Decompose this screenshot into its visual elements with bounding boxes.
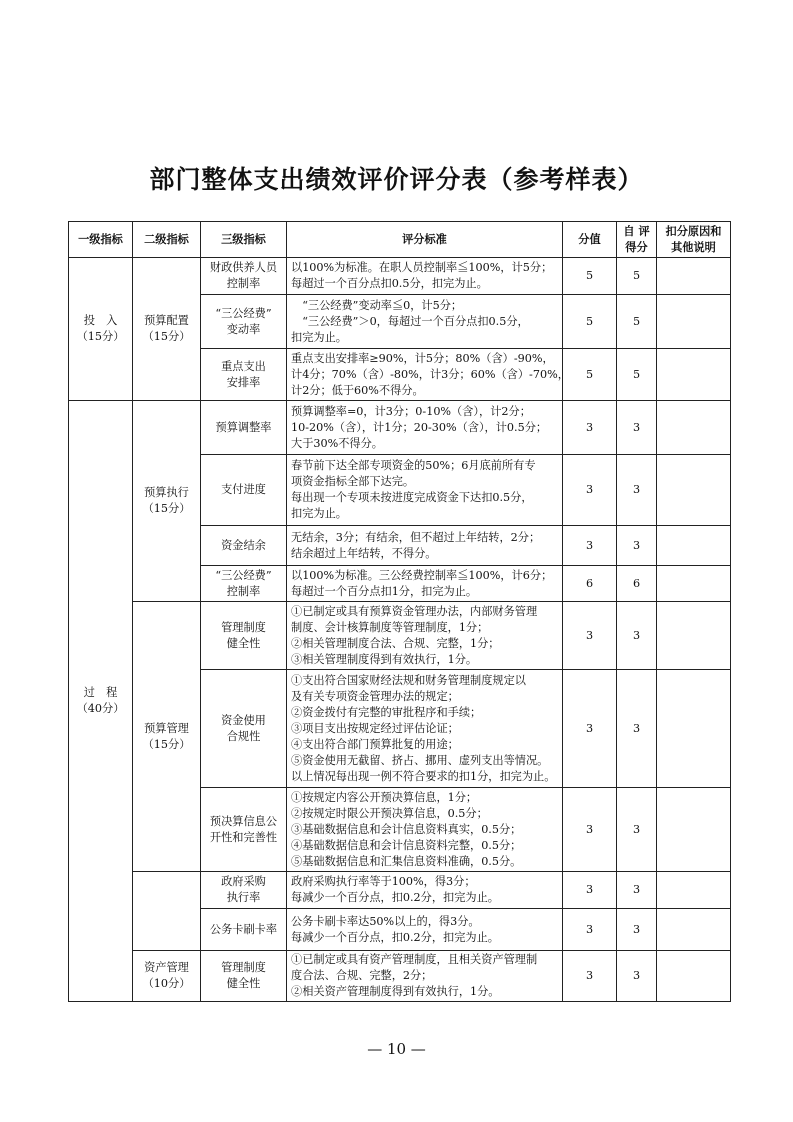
- criteria-line: 重点支出安排率≥90%，计5分；80%（含）-90%，: [291, 351, 554, 365]
- self-score-cell: 6: [617, 566, 657, 602]
- level3-label-line: 支付进度: [221, 483, 266, 496]
- self-score-cell: 5: [617, 258, 657, 295]
- level3-label-line: 执行率: [226, 891, 261, 904]
- header-self-score: 自 评 得分: [617, 222, 657, 258]
- header-level1: 一级指标: [69, 222, 133, 258]
- level3-label-line: 重点支出: [221, 359, 266, 373]
- criteria-line: ②资金拨付有完整的审批程序和手续；: [291, 705, 482, 719]
- level3-label-line: 健全性: [226, 977, 261, 990]
- deduction-notes-cell: [657, 909, 731, 951]
- deduction-notes-cell: [657, 349, 731, 401]
- score-cell: 3: [563, 602, 617, 670]
- header-level2: 二级指标: [133, 222, 201, 258]
- criteria-line: 结余超过上年结转，不得分。: [291, 546, 437, 560]
- criteria-line: ⑤基础数据信息和汇集信息资料准确，0.5分。: [291, 854, 522, 868]
- criteria-line: “三公经费”变动率≦0，计5分；: [291, 298, 463, 312]
- evaluation-score-table: [68, 221, 731, 1002]
- level3-label-line: 变动率: [226, 322, 261, 336]
- self-score-cell: 3: [617, 455, 657, 526]
- level1-process: 过 程 （40分）: [69, 401, 133, 1002]
- page-number: — 10 —: [367, 1040, 426, 1058]
- level3-indicator: [201, 566, 287, 602]
- table-row: [69, 401, 731, 455]
- level3-label-line: 财政供养人员: [209, 261, 278, 274]
- deduction-notes-cell: [657, 951, 731, 1002]
- criteria-line: 大于30%不得分。: [291, 436, 383, 450]
- self-score-cell: 3: [617, 401, 657, 455]
- criteria-line: ②按规定时限公开预决算信息，0.5分；: [291, 806, 488, 820]
- level3-label-line: 资金使用: [221, 713, 266, 727]
- criteria-line: 以上情况每出现一例不符合要求的扣1分，扣完为止。: [291, 769, 556, 783]
- self-score-cell: 3: [617, 670, 657, 788]
- criteria-line: ③基础数据信息和会计信息资料真实，0.5分；: [291, 822, 522, 836]
- level3-label-line: 安排率: [226, 375, 261, 389]
- criteria-line: 每减少一个百分点，扣0.2分，扣完为止。: [291, 891, 499, 904]
- level3-label-line: 管理制度: [221, 961, 266, 974]
- level3-label-line: 预决算信息公: [209, 814, 278, 828]
- deduction-notes-cell: [657, 401, 731, 455]
- level2-budget-execution: 预算执行 （15分）: [133, 401, 201, 602]
- deduction-notes-cell: [657, 455, 731, 526]
- level3-indicator: [201, 349, 287, 401]
- criteria-line: 计2分；低于60%不得分。: [291, 383, 424, 397]
- level3-label-line: 管理制度: [221, 620, 266, 634]
- criteria-line: 扣完为止。: [291, 330, 347, 344]
- level3-label-line: 控制率: [226, 277, 261, 290]
- deduction-notes-cell: [657, 602, 731, 670]
- criteria-line: 预算调整率=0，计3分；0-10%（含），计2分；: [291, 404, 531, 418]
- level2-asset-management: 资产管理 （10分）: [133, 951, 201, 1002]
- score-cell: 3: [563, 872, 617, 909]
- deduction-notes-cell: [657, 258, 731, 295]
- table-row: [69, 602, 731, 670]
- criteria-line: 项资金指标全部下达完。: [291, 475, 415, 488]
- self-score-cell: 5: [617, 349, 657, 401]
- criteria-cell: [287, 401, 563, 455]
- criteria-line: ②相关管理制度合法、合规、完整，1分；: [291, 636, 500, 650]
- score-cell: 3: [563, 670, 617, 788]
- score-cell: 6: [563, 566, 617, 602]
- table-row: [69, 258, 731, 295]
- score-cell: 5: [563, 349, 617, 401]
- criteria-cell: [287, 566, 563, 602]
- level3-label-line: 控制率: [226, 584, 261, 598]
- page-title: 部门整体支出绩效评价评分表（参考样表）: [149, 165, 644, 194]
- level3-label-line: “三公经费”: [215, 568, 272, 582]
- header-score: 分值: [563, 222, 617, 258]
- score-cell: 3: [563, 455, 617, 526]
- level3-indicator: [201, 602, 287, 670]
- deduction-notes-cell: [657, 788, 731, 872]
- criteria-line: 以100%为标准。在职人员控制率≦100%，计5分；: [291, 261, 553, 274]
- self-score-cell: 3: [617, 872, 657, 909]
- deduction-notes-cell: [657, 526, 731, 566]
- criteria-cell: [287, 349, 569, 401]
- level3-indicator: [201, 951, 287, 1002]
- level3-indicator: [201, 258, 287, 295]
- table-row: [69, 872, 731, 909]
- level3-label-line: 合规性: [226, 729, 261, 743]
- criteria-line: 制度、会计核算制度等管理制度，1分；: [291, 620, 489, 634]
- criteria-line: ④基础数据信息和会计信息资料完整，0.5分；: [291, 838, 522, 852]
- level3-indicator: [201, 909, 287, 951]
- criteria-line: ③项目支出按规定经过评估论证；: [291, 721, 459, 735]
- score-cell: 3: [563, 951, 617, 1002]
- level3-label-line: 公务卡刷卡率: [209, 922, 278, 936]
- criteria-line: 春节前下达全部专项资金的50%；6月底前所有专: [291, 459, 536, 472]
- table-header-row: [69, 222, 731, 258]
- criteria-line: 每出现一个专项未按进度完成资金下达扣0.5分，: [291, 491, 533, 504]
- criteria-line: ⑤资金使用无截留、挤占、挪用、虚列支出等情况。: [291, 753, 549, 767]
- criteria-cell: [287, 295, 563, 349]
- level2-budget-allocation: 预算配置 （15分）: [133, 258, 201, 401]
- deduction-notes-cell: [657, 670, 731, 788]
- criteria-cell: [287, 909, 563, 951]
- criteria-cell: [287, 670, 563, 788]
- header-criteria: 评分标准: [287, 222, 563, 258]
- criteria-line: 每超过一个百分点扣0.5分，扣完为止。: [291, 277, 488, 290]
- score-cell: 5: [563, 295, 617, 349]
- level3-label-line: “三公经费”: [215, 306, 272, 320]
- level3-indicator: [201, 401, 287, 455]
- level3-indicator: [201, 670, 287, 788]
- level3-indicator: [201, 788, 287, 872]
- criteria-line: 以100%为标准。三公经费控制率≦100%，计6分；: [291, 568, 553, 582]
- criteria-line: 政府采购执行率等于100%，得3分；: [291, 875, 476, 888]
- criteria-line: ①支出符合国家财经法规和财务管理制度规定以: [291, 673, 526, 687]
- criteria-cell: [287, 951, 563, 1002]
- criteria-line: 及有关专项资金管理办法的规定；: [291, 689, 459, 703]
- criteria-line: 每减少一个百分点，扣0.2分，扣完为止。: [291, 930, 499, 944]
- criteria-line: 计4分；70%（含）-80%，计3分；60%（含）-70%，: [291, 367, 569, 381]
- score-cell: 3: [563, 401, 617, 455]
- level2-empty: [133, 872, 201, 951]
- criteria-cell: [287, 872, 563, 909]
- criteria-cell: [287, 455, 563, 526]
- level3-indicator: [201, 872, 287, 909]
- self-score-cell: 3: [617, 788, 657, 872]
- level3-label-line: 资金结余: [221, 538, 266, 552]
- criteria-cell: [287, 258, 563, 295]
- self-score-cell: 3: [617, 602, 657, 670]
- level3-label-line: 健全性: [226, 636, 261, 650]
- self-score-cell: 5: [617, 295, 657, 349]
- level2-budget-management: 预算管理 （15分）: [133, 602, 201, 872]
- criteria-line: 扣完为止。: [291, 507, 347, 520]
- criteria-line: ③相关管理制度得到有效执行，1分。: [291, 652, 478, 666]
- criteria-cell: [287, 602, 563, 670]
- criteria-line: ④支出符合部门预算批复的用途；: [291, 737, 459, 751]
- level1-input: 投 入 （15分）: [69, 258, 133, 401]
- self-score-cell: 3: [617, 909, 657, 951]
- criteria-line: 公务卡刷卡率达50%以上的，得3分。: [291, 914, 480, 928]
- deduction-notes-cell: [657, 295, 731, 349]
- criteria-line: 度合法、合规、完整，2分；: [291, 969, 433, 982]
- criteria-line: 每超过一个百分点扣1分，扣完为止。: [291, 584, 478, 598]
- criteria-line: “三公经费”＞0，每超过一个百分点扣0.5分，: [291, 314, 529, 328]
- criteria-cell: [287, 526, 563, 566]
- score-cell: 3: [563, 788, 617, 872]
- level3-indicator: [201, 455, 287, 526]
- table-row: [69, 951, 731, 1002]
- deduction-notes-cell: [657, 566, 731, 602]
- deduction-notes-cell: [657, 872, 731, 909]
- score-cell: 3: [563, 909, 617, 951]
- self-score-cell: 3: [617, 526, 657, 566]
- criteria-line: 无结余，3分；有结余，但不超过上年结转，2分；: [291, 530, 541, 544]
- header-level3: 三级指标: [201, 222, 287, 258]
- criteria-line: ①已制定或具有资产管理制度，且相关资产管理制: [291, 953, 538, 966]
- criteria-line: ①按规定内容公开预决算信息，1分；: [291, 790, 478, 804]
- criteria-line: ①已制定或具有预算资金管理办法，内部财务管理: [291, 604, 538, 618]
- level3-indicator: [201, 526, 287, 566]
- self-score-cell: 3: [617, 951, 657, 1002]
- score-cell: 5: [563, 258, 617, 295]
- header-deduction-notes: 扣分原因和 其他说明: [657, 222, 731, 258]
- level3-indicator: [201, 295, 287, 349]
- score-cell: 3: [563, 526, 617, 566]
- level3-label-line: 预算调整率: [215, 420, 272, 434]
- criteria-line: ②相关资产管理制度得到有效执行，1分。: [291, 985, 500, 998]
- criteria-cell: [287, 788, 563, 872]
- level3-label-line: 开性和完善性: [209, 830, 278, 844]
- level3-label-line: 政府采购: [221, 875, 266, 888]
- criteria-line: 10-20%（含），计1分；20-30%（含），计0.5分；: [291, 420, 548, 434]
